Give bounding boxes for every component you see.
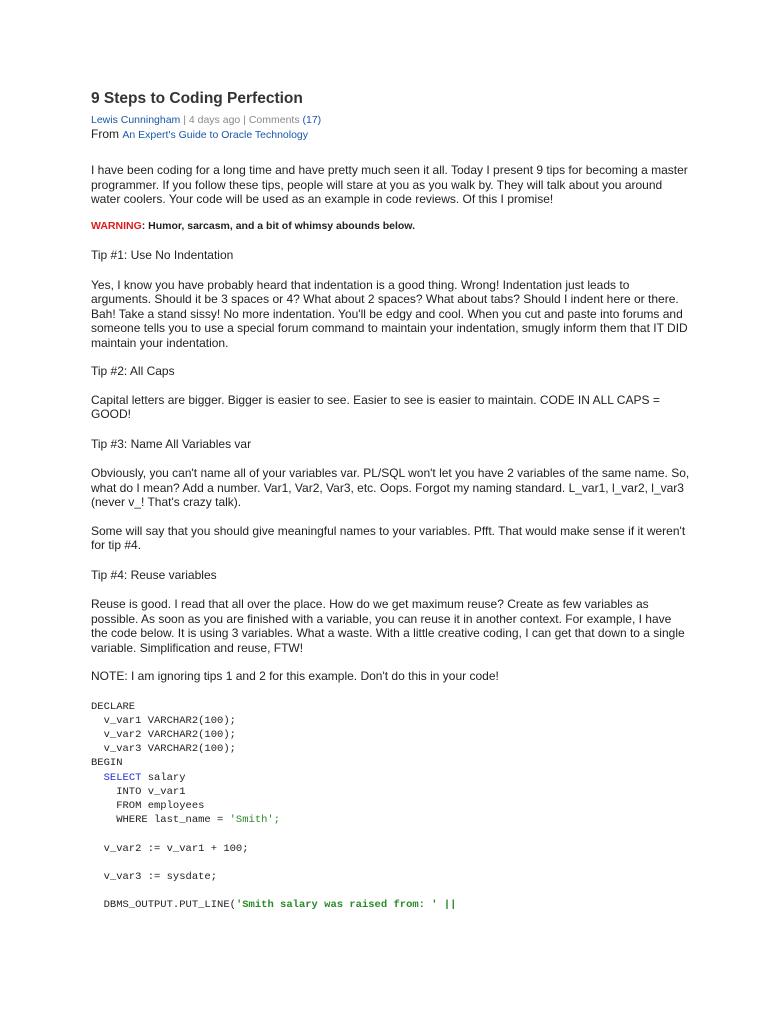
source-line	[91, 127, 691, 143]
code-line: v_var2 VARCHAR2(100);	[91, 728, 236, 741]
meta-separator: |	[180, 114, 189, 126]
code-line: v_var3 := sysdate;	[91, 870, 218, 883]
code-string: 'Smith'	[229, 814, 274, 827]
code-text: DBMS_OUTPUT.PUT_LINE(	[91, 899, 236, 912]
tip1-heading: Tip #1: Use No Indentation	[91, 248, 234, 262]
code-line	[91, 771, 691, 785]
tip1-body: Yes, I know you have probably heard that indentation is a good thing. Wrong! Indentation just leads to arguments. Should it be 3 spaces or 4? What about 2 spaces? What about tabs? Should I indent here or there. Bah! Take a stand sissy! No more indentation. You'll be edgy and cool. When you cut and paste into forums and someone tells you to use a special forum command to maintain your indentation, smugly inform them that IT DID maintain your indentation.	[91, 277, 688, 350]
code-line: v_var3 VARCHAR2(100);	[91, 743, 236, 756]
source-link[interactable]: An Expert's Guide to Oracle Technology	[122, 129, 309, 141]
warning-label: WARNING	[91, 219, 142, 232]
code-string: 'Smith salary was raised from: ' ||	[235, 899, 457, 912]
code-line: BEGIN	[91, 757, 123, 770]
code-line	[91, 827, 691, 841]
code-line	[91, 884, 691, 898]
tip3-body-followup: Some will say that you should give meaningful names to your variables. Pfft. That would make sense if it weren't for tip #4.	[91, 523, 686, 552]
code-line: FROM employees	[91, 799, 205, 812]
code-line: v_var1 VARCHAR2(100);	[91, 714, 236, 727]
code-keyword: SELECT	[103, 771, 142, 784]
tip4-heading: Tip #4: Reuse variables	[91, 567, 217, 582]
from-label: From	[91, 127, 123, 141]
tip3-body: Obviously, you can't name all of your variables var. PL/SQL won't let you have 2 variables of the same name. So, what do I mean? Add a number. Var1, Var2, Var3, etc. Oops. Forgot my naming standard. L_var1, l_var2, l_var3 (never v_! That's crazy talk).	[91, 466, 690, 509]
note-paragraph: NOTE: I am ignoring tips 1 and 2 for this example. Don't do this in your code!	[91, 669, 499, 683]
article	[91, 88, 691, 913]
intro-paragraph: I have been coding for a long time and have pretty much seen it all. Today I present 9 tips for becoming a master programmer. If you follow these tips, people will stare at you as you walk by. They will talk about you around water coolers. Your code will be used as an example in code reviews. Of this I promise!	[91, 163, 688, 206]
author-link[interactable]: Lewis Cunningham	[91, 114, 181, 126]
code-line	[91, 856, 691, 870]
comments-count-link[interactable]: (17)	[302, 114, 322, 126]
code-block	[91, 700, 691, 913]
code-line: v_var2 := v_var1 + 100;	[91, 842, 249, 855]
warning-note	[91, 219, 691, 234]
article-title: 9 Steps to Coding Perfection	[91, 90, 303, 107]
article-meta	[91, 113, 691, 127]
warning-text: : Humor, sarcasm, and a bit of whimsy abounds below.	[141, 219, 415, 232]
tip4-body: Reuse is good. I read that all over the place. How do we get maximum reuse? Create as few variables as possible. As soon as you are finished with a variable, you can reuse it in another context. For example, I have the code below. It is using 3 variables. What a waste. With a little creative coding, I can get that down to a single variable. Simplification and reuse, FTW!	[91, 597, 685, 655]
code-indent	[91, 772, 104, 784]
tip2-body: Capital letters are bigger. Bigger is easier to see. Easier to see is easier to maintain. CODE IN ALL CAPS = GOOD!	[91, 392, 660, 421]
code-text: salary	[141, 771, 186, 784]
post-age: 4 days ago	[188, 114, 241, 126]
code-text: WHERE last_name =	[91, 814, 230, 827]
tip3-heading: Tip #3: Name All Variables var	[91, 436, 252, 451]
code-text: ;	[273, 814, 281, 827]
code-line	[91, 813, 691, 827]
code-line	[91, 898, 691, 912]
code-line: DECLARE	[91, 700, 136, 713]
tip2-heading: Tip #2: All Caps	[91, 364, 175, 378]
meta-separator: |	[240, 114, 249, 126]
code-line: INTO v_var1	[91, 785, 186, 798]
comments-label: Comments	[248, 114, 303, 126]
